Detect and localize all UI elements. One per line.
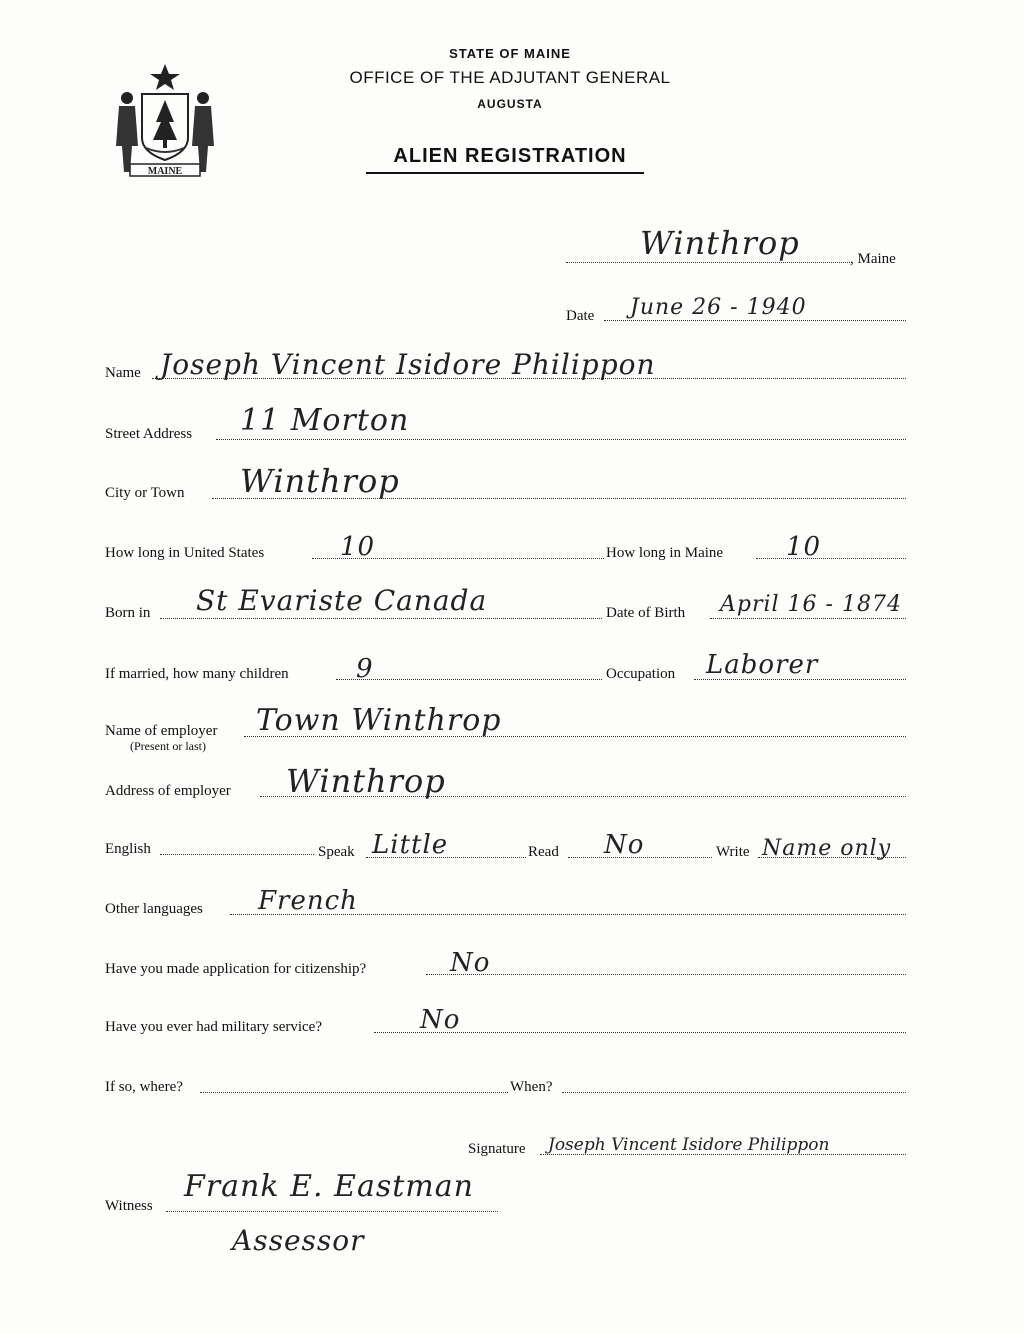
speak-value: Little: [372, 830, 449, 860]
occupation-label: Occupation: [606, 666, 676, 682]
employer-sublabel: (Present or last): [130, 739, 206, 753]
children-value: 9: [356, 654, 374, 684]
occupation-value: Laborer: [706, 650, 819, 680]
born-in-label: Born in: [105, 605, 151, 621]
read-label: Read: [528, 844, 559, 860]
when-line: [562, 1092, 906, 1093]
header-office: OFFICE OF THE ADJUTANT GENERAL: [349, 68, 671, 87]
citizenship-label: Have you made application for citizenship?: [105, 961, 367, 977]
how-long-us-value: 10: [340, 532, 376, 562]
date-label: Date: [566, 308, 595, 324]
citizenship-value: No: [450, 948, 491, 978]
employer-value: Town Winthrop: [256, 703, 502, 738]
speak-label: Speak: [318, 844, 355, 860]
witness-value: Frank E. Eastman: [184, 1169, 474, 1204]
how-long-maine-label: How long in Maine: [606, 545, 724, 561]
form-title: ALIEN REGISTRATION: [393, 145, 627, 167]
employer-address-label: Address of employer: [105, 783, 231, 799]
title-underline: [366, 172, 644, 174]
witness-label: Witness: [105, 1198, 153, 1214]
svg-text:MAINE: MAINE: [147, 166, 183, 177]
employer-label: Name of employer: [105, 723, 218, 739]
other-languages-label: Other languages: [105, 901, 203, 917]
date-of-birth-value: April 16 - 1874: [720, 592, 902, 617]
maine-state-seal-icon: [110, 60, 220, 180]
street-line: [216, 439, 906, 440]
english-label: English: [105, 841, 151, 857]
street-value: 11 Morton: [240, 403, 410, 438]
street-label: Street Address: [105, 426, 193, 442]
children-label: If married, how many children: [105, 666, 289, 682]
how-long-maine-value: 10: [786, 532, 822, 562]
born-in-value: St Evariste Canada: [196, 584, 488, 617]
write-value: Name only: [762, 836, 892, 861]
military-label: Have you ever had military service?: [105, 1019, 322, 1035]
witness-title-value: Assessor: [232, 1224, 365, 1257]
english-line: [160, 854, 314, 855]
date-value: June 26 - 1940: [630, 295, 807, 320]
city-value: Winthrop: [240, 462, 400, 500]
header-state: STATE OF MAINE: [449, 46, 571, 61]
date-of-birth-label: Date of Birth: [606, 605, 686, 621]
maine-label: , Maine: [850, 251, 896, 267]
where-label: If so, where?: [105, 1079, 183, 1095]
name-label: Name: [105, 365, 141, 381]
town-line: [566, 262, 850, 263]
military-value: No: [420, 1005, 461, 1035]
name-value: Joseph Vincent Isidore Philippon: [160, 348, 656, 381]
signature-value: Joseph Vincent Isidore Philippon: [548, 1135, 830, 1155]
write-label: Write: [716, 844, 750, 860]
town-value: Winthrop: [640, 224, 800, 262]
when-label: When?: [510, 1079, 553, 1095]
children-line: [336, 679, 602, 680]
where-line: [200, 1092, 508, 1093]
employer-address-value: Winthrop: [286, 762, 446, 800]
read-value: No: [604, 830, 645, 860]
signature-label: Signature: [468, 1141, 526, 1157]
city-label: City or Town: [105, 485, 185, 501]
how-long-us-label: How long in United States: [105, 545, 265, 561]
witness-line: [166, 1211, 498, 1212]
citizenship-line: [426, 974, 906, 975]
how-long-maine-line: [756, 558, 906, 559]
header-city: AUGUSTA: [477, 97, 543, 111]
other-languages-value: French: [258, 886, 358, 916]
born-in-line: [160, 618, 602, 619]
